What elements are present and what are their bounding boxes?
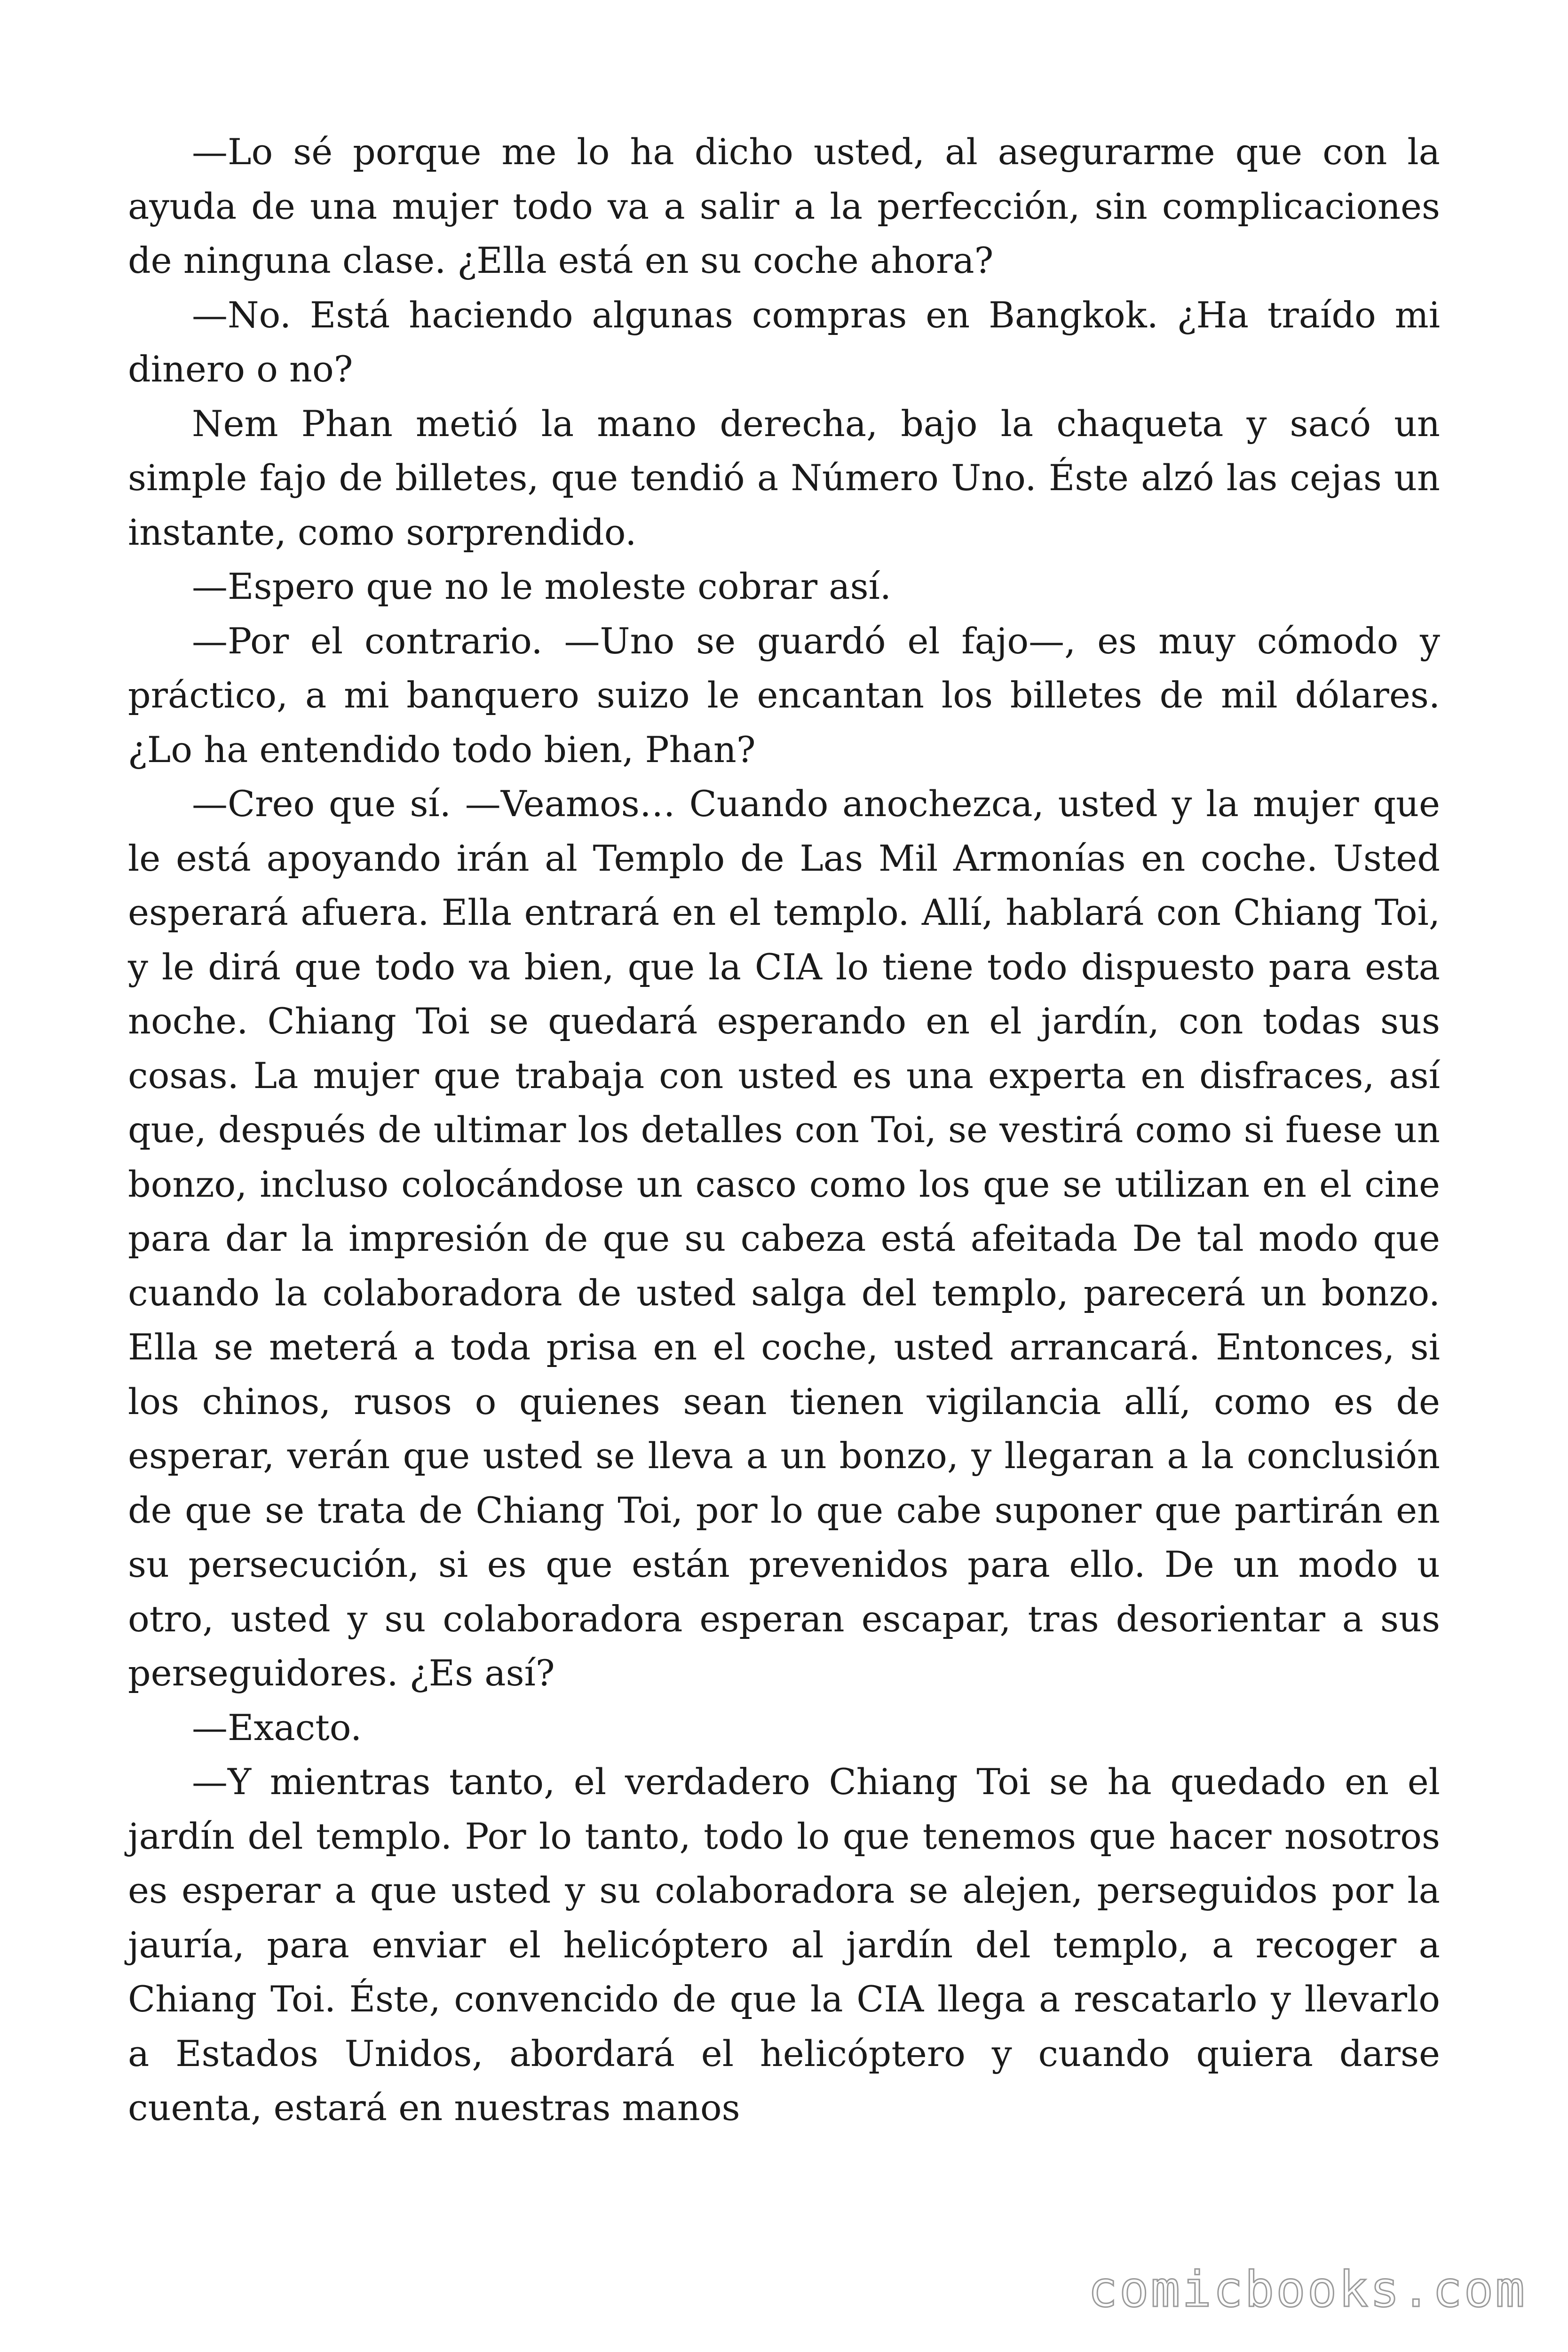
body-text	[128, 125, 1440, 2135]
paragraph-5: —Por el contrario. —Uno se guardó el fajo—, es muy cómodo y práctico, a mi banquero suizo le encantan los billetes de mil dólares. ¿Lo ha entendido todo bien, Phan?	[128, 620, 1440, 771]
paragraph-6: —Creo que sí. —Veamos… Cuando anochezca, usted y la mujer que le está apoyando irán al Templo de Las Mil Armonías en coche. Usted esperará afuera. Ella entrará en el templo. Allí, hablará con Chiang Toi, y le dirá que todo va bien, que la CIA lo tiene todo dispuesto para esta noche. Chiang Toi se quedará esperando en el jardín, con todas sus cosas. La mujer que trabaja con usted es una experta en disfraces, así que, después de ultimar los detalles con Toi, se vestirá como si fuese un bonzo, incluso colocándose un casco como los que se utilizan en el cine para dar la impresión de que su cabeza está afeitada De tal modo que cuando la colaboradora de usted salga del templo, parecerá un bonzo. Ella se meterá a toda prisa en el coche, usted arrancará. Entonces, si los chinos, rusos o quienes sean tienen vigilancia allí, como es de esperar, verán que usted se lleva a un bonzo, y llegaran a la conclusión de que se trata de Chiang Toi, por lo que cabe suponer que partirán en su persecución, si es que están prevenidos para ello. De un modo u otro, usted y su colaboradora esperan escapar, tras desorientar a sus perseguidores. ¿Es así?	[128, 783, 1440, 1694]
paragraph-4: —Espero que no le moleste cobrar así.	[192, 565, 892, 607]
paragraph-7: —Exacto.	[192, 1706, 362, 1748]
paragraph-3: Nem Phan metió la mano derecha, bajo la chaqueta y sacó un simple fajo de billetes, que tendió a Número Uno. Éste alzó las cejas un instante, como sorprendido.	[128, 402, 1440, 553]
paragraph-1: —Lo sé porque me lo ha dicho usted, al asegurarme que con la ayuda de una mujer todo va a salir a la perfección, sin complicaciones de ninguna clase. ¿Ella está en su coche ahora?	[128, 131, 1440, 281]
paragraph-8: —Y mientras tanto, el verdadero Chiang Toi se ha quedado en el jardín del templo. Por lo tanto, todo lo que tenemos que hacer nosotros es esperar a que usted y su colaboradora se alejen, perseguidos por la jauría, para enviar el helicóptero al jardín del templo, a recoger a Chiang Toi. Éste, convencido de que la CIA llega a rescatarlo y llevarlo a Estados Unidos, abordará el helicóptero y cuando quiera darse cuenta, estará en nuestras manos	[128, 1761, 1440, 2129]
watermark: comicbooks.com	[1088, 2261, 1527, 2318]
paragraph-2: —No. Está haciendo algunas compras en Bangkok. ¿Ha traído mi dinero o no?	[128, 294, 1440, 390]
